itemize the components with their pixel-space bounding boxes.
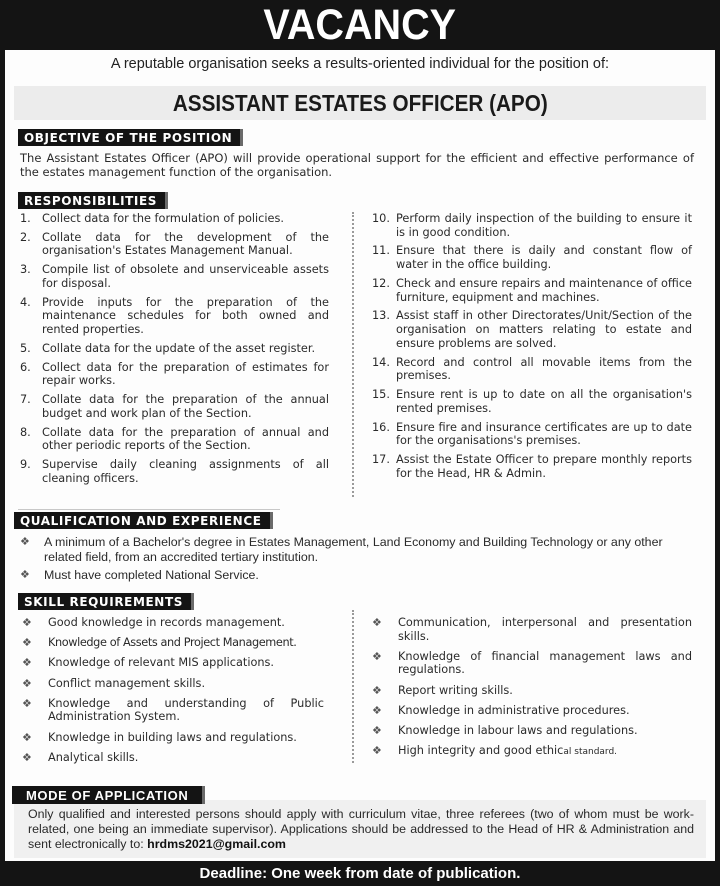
column-divider bbox=[352, 610, 354, 763]
list-item: ❖ Must have completed National Service. bbox=[20, 568, 259, 582]
list-item: 9. Supervise daily cleaning assignments of all cleaning officers. bbox=[20, 458, 329, 485]
diamond-bullet-icon: ❖ bbox=[22, 636, 32, 650]
diamond-bullet-icon: ❖ bbox=[372, 616, 382, 629]
diamond-bullet-icon: ❖ bbox=[372, 744, 382, 758]
list-item: ❖ Report writing skills. bbox=[372, 683, 513, 697]
diamond-bullet-icon: ❖ bbox=[20, 569, 30, 581]
list-item: 3. Compile list of obsolete and unserviceable assets for disposal. bbox=[20, 263, 329, 290]
objective-heading: OBJECTIVE OF THE POSITION bbox=[18, 129, 240, 146]
objective-text: The Assistant Estates Officer (APO) will provide operational support for the efficient and effective performance of the estates management function of the organisation. bbox=[20, 151, 694, 179]
deadline-banner bbox=[0, 861, 720, 886]
diamond-bullet-icon: ❖ bbox=[22, 696, 32, 710]
list-item: ❖ Good knowledge in records management. bbox=[22, 616, 285, 629]
list-item: ❖ Knowledge in labour laws and regulations. bbox=[372, 723, 638, 737]
list-item: 14. Record and control all movable items from the premises. bbox=[372, 355, 692, 383]
list-item: 5. Collate data for the update of the asset register. bbox=[20, 341, 316, 355]
list-item: 6. Collect data for the preparation of estimates for repair works. bbox=[20, 360, 329, 388]
position-title: ASSISTANT ESTATES OFFICER (APO) bbox=[172, 89, 548, 116]
diamond-bullet-icon: ❖ bbox=[22, 676, 32, 690]
skills-heading: SKILL REQUIREMENTS bbox=[18, 593, 191, 610]
list-item: ❖ Communication, interpersonal and presentation skills. bbox=[372, 616, 692, 643]
diamond-bullet-icon: ❖ bbox=[22, 656, 32, 670]
application-text: Only qualified and interested persons should apply with curriculum vitae, three referees (two of whom must be work-related, one being an immediate supervisor). Applications should be addressed to the Head of HR & Administration and sent electronically to: hrdms2021@gmail.com bbox=[28, 807, 694, 851]
list-item: 10. Perform daily inspection of the building to ensure it is in good condition. bbox=[372, 212, 692, 239]
list-item: 1. Collect data for the formulation of policies. bbox=[20, 212, 284, 225]
application-heading: MODE OF APPLICATION bbox=[12, 786, 202, 804]
list-item: ❖ A minimum of a Bachelor's degree in Estates Management, Land Economy and Building Technology or any other related field, from an accredited tertiary institution. bbox=[20, 535, 663, 564]
diamond-bullet-icon: ❖ bbox=[372, 649, 382, 663]
list-item: 11. Ensure that there is daily and constant flow of water in the office building. bbox=[372, 244, 692, 272]
skills-list-left bbox=[20, 616, 324, 771]
responsibilities-list-right bbox=[372, 212, 692, 485]
diamond-bullet-icon: ❖ bbox=[372, 723, 382, 737]
list-item: ❖ Knowledge of relevant MIS applications. bbox=[22, 656, 275, 670]
intro-text: A reputable organisation seeks a results-oriented individual for the position of: bbox=[110, 56, 610, 72]
position-title-bar bbox=[14, 86, 706, 120]
diamond-bullet-icon: ❖ bbox=[20, 536, 30, 548]
diamond-bullet-icon: ❖ bbox=[22, 730, 32, 744]
diamond-bullet-icon: ❖ bbox=[372, 703, 382, 717]
list-item: ❖ Conflict management skills. bbox=[22, 676, 206, 690]
list-item: ❖ Knowledge of Assets and Project Management. bbox=[22, 636, 297, 650]
application-email[interactable]: hrdms2021@gmail.com bbox=[147, 837, 286, 851]
list-item: 2. Collate data for the development of the organisation's Estates Management Manual. bbox=[20, 230, 329, 258]
qualification-heading: QUALIFICATION AND EXPERIENCE bbox=[14, 512, 270, 529]
divider bbox=[18, 509, 280, 510]
diamond-bullet-icon: ❖ bbox=[22, 616, 32, 629]
list-item: ❖ Knowledge in administrative procedures. bbox=[372, 703, 630, 717]
list-item: 12. Check and ensure repairs and maintenance of office furniture, equipment and machines. bbox=[372, 276, 692, 304]
list-item: 4. Provide inputs for the preparation of the maintenance schedules for both owned and rented properties. bbox=[20, 295, 329, 337]
list-item: ❖ Knowledge of financial management laws and regulations. bbox=[372, 649, 692, 677]
diamond-bullet-icon: ❖ bbox=[372, 683, 382, 697]
page-title: VACANCY bbox=[263, 0, 457, 49]
diamond-bullet-icon: ❖ bbox=[22, 750, 32, 764]
responsibilities-list-left bbox=[20, 212, 329, 491]
deadline-text: Deadline: One week from date of publication. bbox=[199, 865, 521, 882]
list-item: 8. Collate data for the preparation of annual and other periodic reports of the Section. bbox=[20, 425, 329, 453]
responsibilities-heading: RESPONSIBILITIES bbox=[18, 192, 165, 209]
skills-list-right bbox=[370, 616, 692, 766]
column-divider bbox=[352, 212, 354, 497]
list-item: 13. Assist staff in other Directorates/Unit/Section of the organisation on matters relating to estate and ensure problems are solved. bbox=[372, 309, 692, 350]
list-item: ❖ High integrity and good ethical standard. bbox=[372, 744, 618, 758]
list-item: 7. Collate data for the preparation of the annual budget and work plan of the Section. bbox=[20, 393, 329, 420]
list-item: 16. Ensure fire and insurance certificates are up to date for the organisations's premises. bbox=[372, 420, 692, 448]
list-item: ❖ Knowledge and understanding of Public Administration System. bbox=[22, 696, 324, 724]
list-item: 15. Ensure rent is up to date on all the organisation's rented premises. bbox=[372, 388, 692, 415]
list-item: ❖ Knowledge in building laws and regulations. bbox=[22, 730, 297, 744]
list-item: 17. Assist the Estate Officer to prepare monthly reports for the Head, HR & Admin. bbox=[372, 452, 692, 480]
title-banner bbox=[0, 0, 720, 50]
qualification-list bbox=[20, 535, 698, 586]
list-item: ❖ Analytical skills. bbox=[22, 750, 139, 764]
